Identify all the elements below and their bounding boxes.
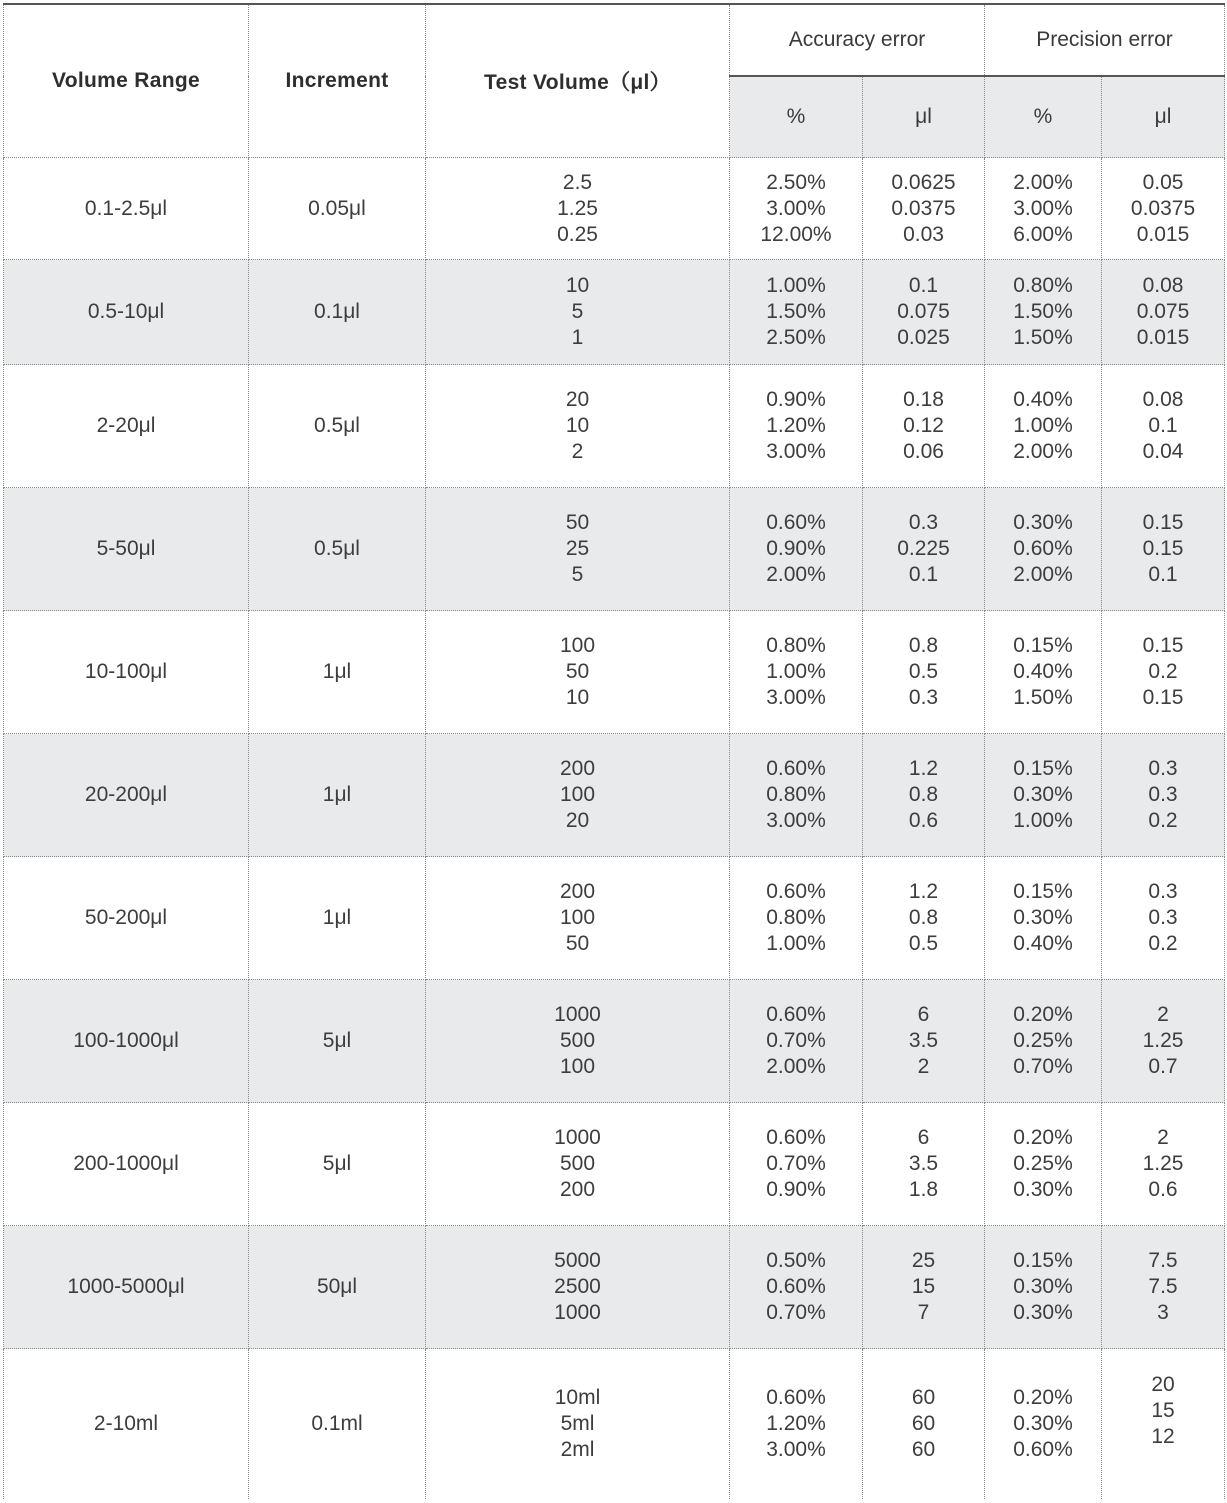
accuracy-ul-cell bbox=[863, 1103, 985, 1226]
precision-ul-cell bbox=[1102, 158, 1225, 260]
header-accuracy-ul: μl bbox=[863, 76, 985, 158]
header-accuracy-error: Accuracy error bbox=[730, 4, 985, 76]
accuracy-ul-cell bbox=[863, 857, 985, 980]
test-volume-cell bbox=[426, 734, 730, 857]
cell-value: 2ml bbox=[560, 1438, 595, 1461]
cell-value: 1.50% bbox=[1013, 686, 1073, 709]
cell-value: 5 bbox=[571, 300, 584, 323]
precision-ul-cell bbox=[1102, 1103, 1225, 1226]
cell-value: 0.60% bbox=[766, 1126, 826, 1149]
cell-value: 0.15 bbox=[1142, 634, 1184, 657]
cell-value: 3.00% bbox=[766, 440, 826, 463]
precision-ul-cell bbox=[1102, 365, 1225, 488]
cell-value: 12 bbox=[1151, 1425, 1175, 1448]
cell-value: 0.15% bbox=[1013, 757, 1073, 780]
accuracy-percent-cell bbox=[730, 1226, 863, 1349]
increment-cell: 0.1ml bbox=[249, 1349, 426, 1500]
cell-value: 0.2 bbox=[1148, 809, 1178, 832]
cell-value: 5 bbox=[571, 563, 584, 586]
accuracy-percent-cell bbox=[730, 488, 863, 611]
cell-value: 7.5 bbox=[1148, 1249, 1178, 1272]
cell-value: 0.6 bbox=[908, 809, 939, 832]
cell-value: 0.08 bbox=[1142, 388, 1184, 411]
cell-value: 0.0625 bbox=[891, 170, 956, 194]
accuracy-ul-cell bbox=[863, 260, 985, 365]
cell-value: 25 bbox=[911, 1249, 936, 1272]
cell-value: 1.2 bbox=[908, 880, 939, 903]
header-precision-percent: % bbox=[985, 76, 1102, 158]
cell-value: 0.1 bbox=[1148, 414, 1178, 437]
cell-value: 2.00% bbox=[1013, 563, 1073, 586]
precision-percent-cell bbox=[985, 488, 1102, 611]
cell-value: 60 bbox=[911, 1386, 936, 1409]
table-row bbox=[4, 1349, 1225, 1500]
cell-value: 0.18 bbox=[903, 388, 944, 411]
accuracy-ul-cell bbox=[863, 488, 985, 611]
cell-value: 0.075 bbox=[897, 300, 950, 323]
cell-value: 2.5 bbox=[562, 170, 593, 194]
cell-value: 20 bbox=[565, 809, 590, 832]
cell-value: 200 bbox=[559, 1178, 596, 1201]
precision-percent-cell bbox=[985, 857, 1102, 980]
cell-value: 0.60% bbox=[766, 1386, 826, 1409]
cell-value: 0.80% bbox=[766, 906, 826, 929]
volume-range-cell: 0.1-2.5μl bbox=[4, 158, 249, 260]
cell-value: 1.2 bbox=[908, 757, 939, 780]
accuracy-percent-cell bbox=[730, 857, 863, 980]
cell-value: 1 bbox=[571, 326, 584, 349]
cell-value: 0.70% bbox=[1013, 1055, 1073, 1078]
cell-value: 0.15 bbox=[1142, 511, 1184, 534]
cell-value: 20 bbox=[565, 388, 590, 411]
pipette-spec-table bbox=[3, 3, 1225, 1499]
precision-percent-cell bbox=[985, 260, 1102, 365]
cell-value: 60 bbox=[911, 1438, 936, 1461]
cell-value: 0.03 bbox=[903, 222, 944, 246]
cell-value: 0.70% bbox=[766, 1301, 826, 1324]
cell-value: 500 bbox=[559, 1029, 596, 1052]
table-body bbox=[4, 158, 1225, 1500]
cell-value: 0.60% bbox=[766, 1003, 826, 1026]
cell-value: 15 bbox=[911, 1275, 936, 1298]
increment-cell: 50μl bbox=[249, 1226, 426, 1349]
cell-value: 100 bbox=[559, 634, 596, 657]
cell-value: 6 bbox=[917, 1126, 930, 1149]
cell-value: 0.20% bbox=[1013, 1003, 1073, 1026]
cell-value: 60 bbox=[911, 1412, 936, 1435]
accuracy-ul-cell bbox=[863, 611, 985, 734]
increment-cell: 0.5μl bbox=[249, 488, 426, 611]
accuracy-percent-cell bbox=[730, 980, 863, 1103]
cell-value: 2.00% bbox=[766, 1055, 826, 1078]
precision-percent-cell bbox=[985, 1103, 1102, 1226]
cell-value: 2 bbox=[1157, 1003, 1169, 1026]
cell-value: 0.3 bbox=[1148, 757, 1178, 780]
cell-value: 1.00% bbox=[766, 274, 826, 297]
accuracy-percent-cell bbox=[730, 260, 863, 365]
test-volume-cell bbox=[426, 488, 730, 611]
cell-value: 0.30% bbox=[1013, 511, 1073, 534]
header-precision-error: Precision error bbox=[985, 4, 1225, 76]
cell-value: 7 bbox=[917, 1301, 930, 1324]
increment-cell: 1μl bbox=[249, 734, 426, 857]
cell-value: 0.70% bbox=[766, 1152, 826, 1175]
cell-value: 1.25 bbox=[1142, 1029, 1184, 1052]
cell-value: 0.5 bbox=[908, 932, 939, 955]
cell-value: 0.2 bbox=[1148, 660, 1178, 683]
cell-value: 100 bbox=[559, 906, 596, 929]
cell-value: 0.30% bbox=[1013, 1412, 1073, 1435]
cell-value: 0.60% bbox=[1013, 537, 1073, 560]
cell-value: 0.80% bbox=[1013, 274, 1073, 297]
cell-value: 25 bbox=[565, 537, 590, 560]
cell-value: 0.15 bbox=[1142, 537, 1184, 560]
accuracy-percent-cell bbox=[730, 1349, 863, 1500]
cell-value: 0.3 bbox=[1148, 880, 1178, 903]
cell-value: 3.00% bbox=[1013, 196, 1073, 220]
cell-value: 0.05 bbox=[1142, 170, 1184, 194]
accuracy-ul-cell bbox=[863, 734, 985, 857]
cell-value: 0.40% bbox=[1013, 932, 1073, 955]
precision-percent-cell bbox=[985, 734, 1102, 857]
cell-value: 0.12 bbox=[903, 414, 944, 437]
cell-value: 100 bbox=[559, 1055, 596, 1078]
cell-value: 3.5 bbox=[908, 1029, 939, 1052]
accuracy-percent-cell bbox=[730, 611, 863, 734]
cell-value: 5ml bbox=[560, 1412, 595, 1435]
cell-value: 2 bbox=[571, 440, 584, 463]
cell-value: 0.0375 bbox=[891, 196, 956, 220]
cell-value: 0.70% bbox=[766, 1029, 826, 1052]
cell-value: 12.00% bbox=[760, 222, 832, 246]
volume-range-cell: 2-20μl bbox=[4, 365, 249, 488]
header-accuracy-percent: % bbox=[730, 76, 863, 158]
precision-percent-cell bbox=[985, 1226, 1102, 1349]
test-volume-cell bbox=[426, 365, 730, 488]
increment-cell: 5μl bbox=[249, 980, 426, 1103]
cell-value: 0.40% bbox=[1013, 660, 1073, 683]
precision-ul-cell bbox=[1102, 734, 1225, 857]
volume-range-cell: 2-10ml bbox=[4, 1349, 249, 1500]
volume-range-cell: 20-200μl bbox=[4, 734, 249, 857]
cell-value: 0.1 bbox=[908, 563, 939, 586]
cell-value: 1.25 bbox=[557, 196, 598, 220]
volume-range-cell: 50-200μl bbox=[4, 857, 249, 980]
cell-value: 0.60% bbox=[766, 511, 826, 534]
precision-ul-cell bbox=[1102, 980, 1225, 1103]
volume-range-cell: 5-50μl bbox=[4, 488, 249, 611]
cell-value: 0.8 bbox=[908, 783, 939, 806]
cell-value: 0.80% bbox=[766, 783, 826, 806]
cell-value: 2.00% bbox=[766, 563, 826, 586]
cell-value: 2.00% bbox=[1013, 440, 1073, 463]
cell-value: 0.50% bbox=[766, 1249, 826, 1272]
accuracy-percent-cell bbox=[730, 158, 863, 260]
cell-value: 1000 bbox=[554, 1301, 601, 1324]
accuracy-percent-cell bbox=[730, 1103, 863, 1226]
cell-value: 0.3 bbox=[908, 511, 939, 534]
cell-value: 1.00% bbox=[1013, 809, 1073, 832]
cell-value: 2.00% bbox=[1013, 170, 1073, 194]
table-row bbox=[4, 611, 1225, 734]
cell-value: 200 bbox=[559, 757, 596, 780]
cell-value: 0.1 bbox=[908, 274, 939, 297]
accuracy-ul-cell bbox=[863, 365, 985, 488]
cell-value: 0.0375 bbox=[1130, 196, 1196, 220]
cell-value: 1.00% bbox=[766, 660, 826, 683]
cell-value: 0.30% bbox=[1013, 1275, 1073, 1298]
header-precision-ul: μl bbox=[1102, 76, 1225, 158]
cell-value: 0.25% bbox=[1013, 1029, 1073, 1052]
precision-ul-cell bbox=[1102, 1349, 1225, 1500]
test-volume-cell bbox=[426, 980, 730, 1103]
cell-value: 2.50% bbox=[766, 170, 826, 194]
cell-value: 1000 bbox=[554, 1126, 601, 1149]
cell-value: 50 bbox=[565, 511, 590, 534]
test-volume-cell bbox=[426, 1103, 730, 1226]
cell-value: 1.50% bbox=[1013, 326, 1073, 349]
table-row bbox=[4, 158, 1225, 260]
cell-value: 0.60% bbox=[766, 880, 826, 903]
cell-value: 0.60% bbox=[766, 1275, 826, 1298]
precision-ul-cell bbox=[1102, 260, 1225, 365]
volume-range-cell: 1000-5000μl bbox=[4, 1226, 249, 1349]
cell-value: 0.015 bbox=[1136, 326, 1190, 349]
cell-value: 10 bbox=[565, 274, 590, 297]
test-volume-cell bbox=[426, 1226, 730, 1349]
cell-value: 10ml bbox=[554, 1386, 601, 1409]
header-row-top bbox=[4, 4, 1225, 76]
cell-value: 0.60% bbox=[766, 757, 826, 780]
cell-value: 0.40% bbox=[1013, 388, 1073, 411]
cell-value: 3.00% bbox=[766, 809, 826, 832]
cell-value: 0.20% bbox=[1013, 1386, 1073, 1409]
cell-value: 0.3 bbox=[1148, 783, 1178, 806]
test-volume-cell bbox=[426, 857, 730, 980]
cell-value: 0.15% bbox=[1013, 634, 1073, 657]
cell-value: 3 bbox=[1157, 1301, 1169, 1324]
cell-value: 0.20% bbox=[1013, 1126, 1073, 1149]
volume-range-cell: 10-100μl bbox=[4, 611, 249, 734]
table-row bbox=[4, 260, 1225, 365]
cell-value: 100 bbox=[559, 783, 596, 806]
cell-value: 15 bbox=[1151, 1399, 1175, 1422]
cell-value: 0.3 bbox=[908, 686, 939, 709]
precision-ul-cell bbox=[1102, 611, 1225, 734]
cell-value: 0.1 bbox=[1148, 563, 1178, 586]
cell-value: 50 bbox=[565, 660, 590, 683]
cell-value: 0.025 bbox=[897, 326, 950, 349]
increment-cell: 0.5μl bbox=[249, 365, 426, 488]
cell-value: 3.00% bbox=[766, 1438, 826, 1461]
cell-value: 0.2 bbox=[1148, 932, 1178, 955]
cell-value: 3.00% bbox=[766, 686, 826, 709]
precision-ul-cell bbox=[1102, 1226, 1225, 1349]
header-test-volume: Test Volume（μl） bbox=[426, 4, 730, 158]
volume-range-cell: 200-1000μl bbox=[4, 1103, 249, 1226]
test-volume-cell bbox=[426, 158, 730, 260]
cell-value: 1.20% bbox=[766, 1412, 826, 1435]
precision-percent-cell bbox=[985, 158, 1102, 260]
cell-value: 0.7 bbox=[1148, 1055, 1178, 1078]
header-increment: Increment bbox=[249, 4, 426, 158]
cell-value: 5000 bbox=[554, 1249, 601, 1272]
accuracy-percent-cell bbox=[730, 734, 863, 857]
cell-value: 0.30% bbox=[1013, 1301, 1073, 1324]
cell-value: 200 bbox=[559, 880, 596, 903]
cell-value: 0.90% bbox=[766, 1178, 826, 1201]
cell-value: 0.30% bbox=[1013, 906, 1073, 929]
cell-value: 0.06 bbox=[903, 440, 944, 463]
accuracy-ul-cell bbox=[863, 1226, 985, 1349]
cell-value: 2500 bbox=[554, 1275, 601, 1298]
cell-value: 6.00% bbox=[1013, 222, 1073, 246]
cell-value: 0.15 bbox=[1142, 686, 1184, 709]
precision-percent-cell bbox=[985, 980, 1102, 1103]
accuracy-ul-cell bbox=[863, 1349, 985, 1500]
precision-ul-cell bbox=[1102, 857, 1225, 980]
cell-value: 2.50% bbox=[766, 326, 826, 349]
table-row bbox=[4, 365, 1225, 488]
cell-value: 0.80% bbox=[766, 634, 826, 657]
table-row bbox=[4, 734, 1225, 857]
cell-value: 1000 bbox=[554, 1003, 601, 1026]
cell-value: 500 bbox=[559, 1152, 596, 1175]
cell-value: 1.25 bbox=[1142, 1152, 1184, 1175]
increment-cell: 1μl bbox=[249, 857, 426, 980]
volume-range-cell: 0.5-10μl bbox=[4, 260, 249, 365]
increment-cell: 0.1μl bbox=[249, 260, 426, 365]
increment-cell: 5μl bbox=[249, 1103, 426, 1226]
cell-value: 1.8 bbox=[908, 1178, 939, 1201]
cell-value: 0.075 bbox=[1136, 300, 1190, 323]
cell-value: 2 bbox=[917, 1055, 930, 1078]
cell-value: 1.20% bbox=[766, 414, 826, 437]
cell-value: 3.00% bbox=[766, 196, 826, 220]
cell-value: 0.60% bbox=[1013, 1438, 1073, 1461]
cell-value: 20 bbox=[1151, 1373, 1175, 1396]
cell-value: 0.25% bbox=[1013, 1152, 1073, 1175]
increment-cell: 0.05μl bbox=[249, 158, 426, 260]
cell-value: 1.00% bbox=[766, 932, 826, 955]
test-volume-cell bbox=[426, 611, 730, 734]
cell-value: 0.8 bbox=[908, 906, 939, 929]
accuracy-ul-cell bbox=[863, 980, 985, 1103]
cell-value: 0.30% bbox=[1013, 1178, 1073, 1201]
cell-value: 0.04 bbox=[1142, 440, 1184, 463]
test-volume-cell bbox=[426, 1349, 730, 1500]
table-row bbox=[4, 488, 1225, 611]
cell-value: 0.08 bbox=[1142, 274, 1184, 297]
cell-value: 0.15% bbox=[1013, 1249, 1073, 1272]
table-row bbox=[4, 1226, 1225, 1349]
accuracy-ul-cell bbox=[863, 158, 985, 260]
cell-value: 0.90% bbox=[766, 388, 826, 411]
cell-value: 0.015 bbox=[1136, 222, 1190, 246]
cell-value: 1.00% bbox=[1013, 414, 1073, 437]
cell-value: 2 bbox=[1157, 1126, 1169, 1149]
precision-percent-cell bbox=[985, 611, 1102, 734]
header-volume-range: Volume Range bbox=[4, 4, 249, 158]
cell-value: 0.3 bbox=[1148, 906, 1178, 929]
cell-value: 3.5 bbox=[908, 1152, 939, 1175]
cell-value: 0.15% bbox=[1013, 880, 1073, 903]
cell-value: 0.90% bbox=[766, 537, 826, 560]
precision-ul-cell bbox=[1102, 488, 1225, 611]
cell-value: 6 bbox=[917, 1003, 930, 1026]
test-volume-cell bbox=[426, 260, 730, 365]
cell-value: 1.50% bbox=[766, 300, 826, 323]
cell-value: 0.25 bbox=[557, 222, 598, 246]
cell-value: 10 bbox=[565, 414, 590, 437]
cell-value: 1.50% bbox=[1013, 300, 1073, 323]
precision-percent-cell bbox=[985, 365, 1102, 488]
cell-value: 0.30% bbox=[1013, 783, 1073, 806]
precision-percent-cell bbox=[985, 1349, 1102, 1500]
cell-value: 7.5 bbox=[1148, 1275, 1178, 1298]
cell-value: 0.5 bbox=[908, 660, 939, 683]
cell-value: 10 bbox=[565, 686, 590, 709]
table-row bbox=[4, 1103, 1225, 1226]
table-row bbox=[4, 980, 1225, 1103]
increment-cell: 1μl bbox=[249, 611, 426, 734]
cell-value: 0.8 bbox=[908, 634, 939, 657]
cell-value: 50 bbox=[565, 932, 590, 955]
cell-value: 0.6 bbox=[1148, 1178, 1178, 1201]
table-row bbox=[4, 857, 1225, 980]
cell-value: 0.225 bbox=[897, 537, 950, 560]
volume-range-cell: 100-1000μl bbox=[4, 980, 249, 1103]
accuracy-percent-cell bbox=[730, 365, 863, 488]
